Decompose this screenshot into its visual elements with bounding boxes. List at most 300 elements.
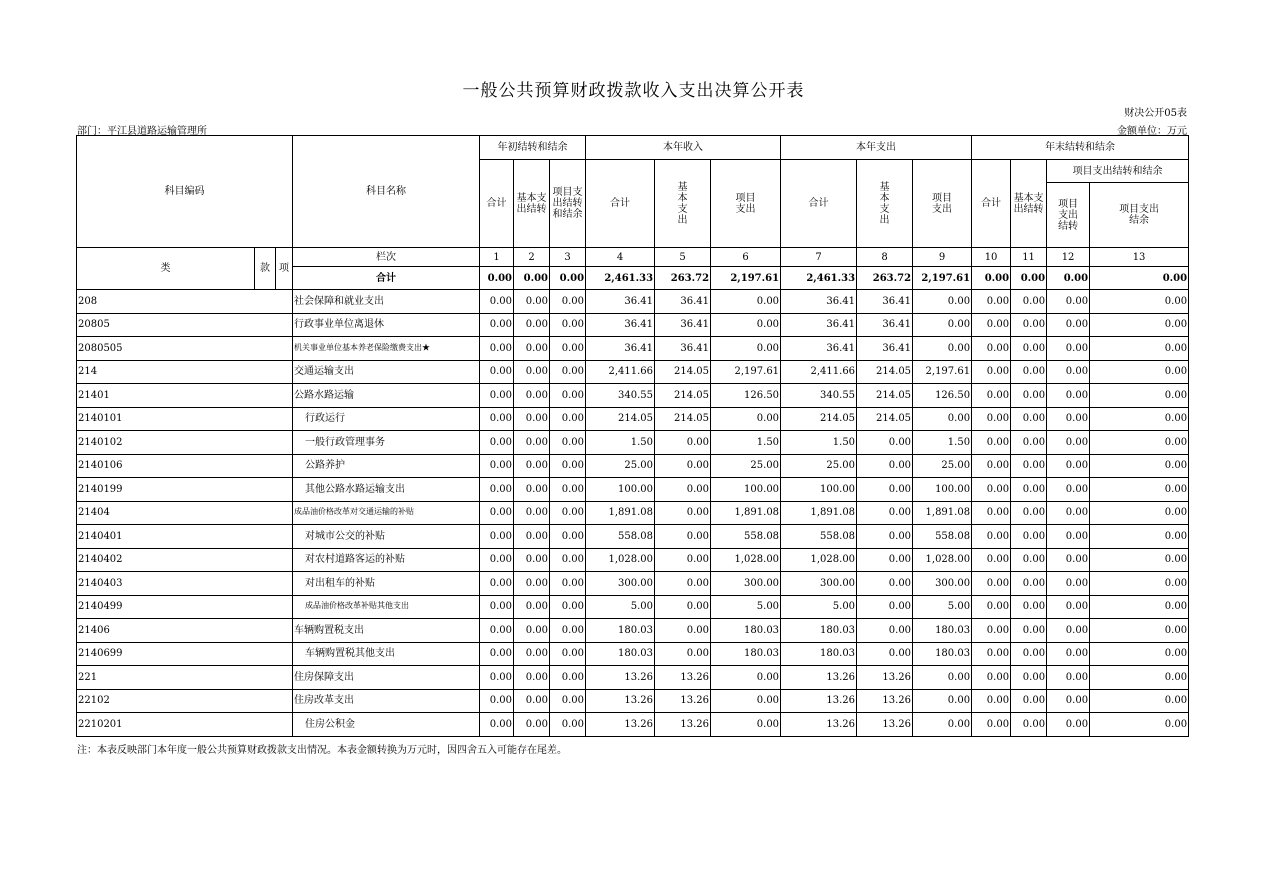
col-number: 12 <box>1047 248 1090 267</box>
value-cell: 100.00 <box>913 478 972 502</box>
value-cell: 340.55 <box>781 384 857 408</box>
value-cell: 0.00 <box>711 689 781 713</box>
subject-name-cell: 成品油价格改革对交通运输的补贴 <box>293 501 480 525</box>
header-end-total: 合计 <box>972 160 1011 248</box>
value-cell: 36.41 <box>857 337 913 361</box>
table-row <box>77 407 1189 431</box>
total-value-cell: 0.00 <box>1090 267 1189 290</box>
value-cell: 2,197.61 <box>711 360 781 384</box>
header-group-income: 本年收入 <box>586 136 781 160</box>
value-cell: 5.00 <box>913 595 972 619</box>
value-cell: 0.00 <box>1011 501 1047 525</box>
table-row <box>77 595 1189 619</box>
header-begin-basic: 基本支出结转 <box>514 160 550 248</box>
total-value-cell: 2,197.61 <box>711 267 781 290</box>
value-cell: 0.00 <box>514 290 550 314</box>
value-cell: 0.00 <box>550 572 586 596</box>
total-value-cell: 2,197.61 <box>913 267 972 290</box>
header-begin-total: 合计 <box>480 160 514 248</box>
value-cell: 13.26 <box>781 666 857 690</box>
total-value-cell: 263.72 <box>655 267 711 290</box>
value-cell: 300.00 <box>913 572 972 596</box>
subject-name-cell: 成品油价格改革补贴其他支出 <box>293 595 480 619</box>
value-cell: 0.00 <box>550 384 586 408</box>
value-cell: 0.00 <box>550 501 586 525</box>
value-cell: 25.00 <box>711 454 781 478</box>
value-cell: 0.00 <box>1090 689 1189 713</box>
subject-name-cell: 其他公路水路运输支出 <box>293 478 480 502</box>
subject-code-cell: 2140401 <box>77 525 293 549</box>
header-expense-basic: 基本支出 <box>857 160 913 248</box>
subject-name-cell: 公路养护 <box>293 454 480 478</box>
value-cell: 0.00 <box>480 407 514 431</box>
page-title: 一般公共预算财政拨款收入支出决算公开表 <box>462 81 805 101</box>
header-end-project-carry: 项目支出结转 <box>1047 183 1090 248</box>
value-cell: 36.41 <box>781 313 857 337</box>
value-cell: 558.08 <box>781 525 857 549</box>
value-cell: 0.00 <box>550 642 586 666</box>
col-number: 4 <box>586 248 655 267</box>
value-cell: 1,891.08 <box>711 501 781 525</box>
value-cell: 0.00 <box>1047 384 1090 408</box>
value-cell: 0.00 <box>857 478 913 502</box>
footnote: 注：本表反映部门本年度一般公共预算财政拨款支出情况。本表金额转换为万元时，因四舍五入可能存在尾差。 <box>77 745 567 756</box>
value-cell: 1,028.00 <box>781 548 857 572</box>
value-cell: 0.00 <box>972 713 1011 737</box>
value-cell: 180.03 <box>711 642 781 666</box>
value-cell: 0.00 <box>655 525 711 549</box>
header-group-expense: 本年支出 <box>781 136 972 160</box>
value-cell: 0.00 <box>913 290 972 314</box>
value-cell: 0.00 <box>857 572 913 596</box>
subject-name-cell: 公路水路运输 <box>293 384 480 408</box>
subject-code-cell: 214 <box>77 360 293 384</box>
value-cell: 0.00 <box>514 713 550 737</box>
subject-code-cell: 2140102 <box>77 431 293 455</box>
value-cell: 0.00 <box>1047 548 1090 572</box>
department-label: 部门：平江县道路运输管理所 <box>77 126 207 137</box>
total-label: 合计 <box>293 267 480 290</box>
value-cell: 0.00 <box>480 384 514 408</box>
header-subject-code: 科目编码 <box>77 136 293 248</box>
table-row <box>77 525 1189 549</box>
table-row <box>77 619 1189 643</box>
value-cell: 0.00 <box>480 642 514 666</box>
value-cell: 0.00 <box>514 384 550 408</box>
value-cell: 0.00 <box>514 337 550 361</box>
subject-code-cell: 20805 <box>77 313 293 337</box>
value-cell: 13.26 <box>781 689 857 713</box>
header-class: 类 <box>77 248 255 290</box>
value-cell: 36.41 <box>857 313 913 337</box>
value-cell: 558.08 <box>913 525 972 549</box>
value-cell: 0.00 <box>857 548 913 572</box>
value-cell: 0.00 <box>480 478 514 502</box>
value-cell: 0.00 <box>514 313 550 337</box>
table-row <box>77 384 1189 408</box>
table-row <box>77 337 1189 361</box>
value-cell: 0.00 <box>1011 360 1047 384</box>
total-value-cell: 263.72 <box>857 267 913 290</box>
header-item: 项 <box>276 248 293 290</box>
value-cell: 13.26 <box>857 666 913 690</box>
value-cell: 0.00 <box>1047 478 1090 502</box>
value-cell: 0.00 <box>514 431 550 455</box>
value-cell: 0.00 <box>480 572 514 596</box>
total-value-cell: 0.00 <box>550 267 586 290</box>
value-cell: 0.00 <box>655 572 711 596</box>
header-begin-project: 项目支出结转和结余 <box>550 160 586 248</box>
subject-name-cell: 对出租车的补贴 <box>293 572 480 596</box>
value-cell: 0.00 <box>1011 548 1047 572</box>
col-number: 2 <box>514 248 550 267</box>
value-cell: 0.00 <box>655 478 711 502</box>
subject-code-cell: 2140403 <box>77 572 293 596</box>
value-cell: 0.00 <box>913 666 972 690</box>
value-cell: 0.00 <box>1047 313 1090 337</box>
subject-name-cell: 一般行政管理事务 <box>293 431 480 455</box>
value-cell: 0.00 <box>1011 313 1047 337</box>
value-cell: 0.00 <box>550 360 586 384</box>
value-cell: 0.00 <box>972 384 1011 408</box>
table-row <box>77 313 1189 337</box>
value-cell: 0.00 <box>1011 478 1047 502</box>
value-cell: 0.00 <box>480 337 514 361</box>
header-expense-total: 合计 <box>781 160 857 248</box>
budget-table <box>76 135 1189 737</box>
value-cell: 558.08 <box>711 525 781 549</box>
value-cell: 36.41 <box>586 337 655 361</box>
value-cell: 0.00 <box>1090 337 1189 361</box>
value-cell: 0.00 <box>655 431 711 455</box>
value-cell: 0.00 <box>1047 689 1090 713</box>
header-group-begin: 年初结转和结余 <box>480 136 586 160</box>
value-cell: 214.05 <box>857 360 913 384</box>
value-cell: 0.00 <box>550 337 586 361</box>
value-cell: 0.00 <box>480 454 514 478</box>
value-cell: 126.50 <box>711 384 781 408</box>
value-cell: 0.00 <box>1090 666 1189 690</box>
value-cell: 0.00 <box>972 407 1011 431</box>
value-cell: 0.00 <box>1090 619 1189 643</box>
value-cell: 5.00 <box>711 595 781 619</box>
subject-code-cell: 208 <box>77 290 293 314</box>
value-cell: 0.00 <box>972 501 1011 525</box>
value-cell: 0.00 <box>1047 525 1090 549</box>
header-row-col-numbers <box>77 248 1189 267</box>
subject-code-cell: 2140402 <box>77 548 293 572</box>
value-cell: 0.00 <box>1090 642 1189 666</box>
col-number: 9 <box>913 248 972 267</box>
total-value-cell: 2,461.33 <box>781 267 857 290</box>
value-cell: 0.00 <box>514 572 550 596</box>
value-cell: 0.00 <box>972 666 1011 690</box>
value-cell: 0.00 <box>514 478 550 502</box>
header-row-1 <box>77 136 1189 160</box>
value-cell: 0.00 <box>1011 595 1047 619</box>
subject-name-cell: 车辆购置税其他支出 <box>293 642 480 666</box>
total-value-cell: 0.00 <box>1011 267 1047 290</box>
value-cell: 0.00 <box>711 337 781 361</box>
value-cell: 100.00 <box>781 478 857 502</box>
value-cell: 0.00 <box>1090 501 1189 525</box>
value-cell: 36.41 <box>781 290 857 314</box>
value-cell: 0.00 <box>514 525 550 549</box>
col-number: 13 <box>1090 248 1189 267</box>
value-cell: 1,028.00 <box>913 548 972 572</box>
value-cell: 2,411.66 <box>781 360 857 384</box>
value-cell: 0.00 <box>1011 384 1047 408</box>
value-cell: 214.05 <box>655 360 711 384</box>
value-cell: 0.00 <box>480 689 514 713</box>
value-cell: 214.05 <box>655 384 711 408</box>
header-end-basic: 基本支出结转 <box>1011 160 1047 248</box>
value-cell: 13.26 <box>586 713 655 737</box>
value-cell: 2,197.61 <box>913 360 972 384</box>
subject-name-cell: 对农村道路客运的补贴 <box>293 548 480 572</box>
value-cell: 0.00 <box>514 619 550 643</box>
value-cell: 0.00 <box>1047 431 1090 455</box>
value-cell: 214.05 <box>857 407 913 431</box>
value-cell: 0.00 <box>1047 713 1090 737</box>
value-cell: 5.00 <box>586 595 655 619</box>
value-cell: 300.00 <box>781 572 857 596</box>
table-row <box>77 666 1189 690</box>
value-cell: 0.00 <box>1090 454 1189 478</box>
value-cell: 0.00 <box>655 595 711 619</box>
value-cell: 36.41 <box>655 290 711 314</box>
subject-name-cell: 住房保障支出 <box>293 666 480 690</box>
subject-name-cell: 住房公积金 <box>293 713 480 737</box>
header-col-label: 栏次 <box>293 248 480 267</box>
value-cell: 0.00 <box>1011 572 1047 596</box>
value-cell: 0.00 <box>1047 337 1090 361</box>
subject-name-cell: 对城市公交的补贴 <box>293 525 480 549</box>
subject-name-cell: 住房改革支出 <box>293 689 480 713</box>
value-cell: 1,891.08 <box>913 501 972 525</box>
value-cell: 0.00 <box>655 619 711 643</box>
value-cell: 180.03 <box>711 619 781 643</box>
value-cell: 300.00 <box>586 572 655 596</box>
value-cell: 0.00 <box>480 525 514 549</box>
subject-name-cell: 社会保障和就业支出 <box>293 290 480 314</box>
value-cell: 180.03 <box>913 619 972 643</box>
value-cell: 126.50 <box>913 384 972 408</box>
value-cell: 13.26 <box>857 713 913 737</box>
value-cell: 0.00 <box>972 337 1011 361</box>
value-cell: 0.00 <box>972 290 1011 314</box>
value-cell: 0.00 <box>1011 407 1047 431</box>
value-cell: 1.50 <box>913 431 972 455</box>
value-cell: 36.41 <box>586 290 655 314</box>
value-cell: 0.00 <box>1090 525 1189 549</box>
value-cell: 0.00 <box>550 595 586 619</box>
value-cell: 0.00 <box>1011 689 1047 713</box>
table-row <box>77 290 1189 314</box>
value-cell: 13.26 <box>857 689 913 713</box>
header-subject-name: 科目名称 <box>293 136 480 248</box>
value-cell: 0.00 <box>913 713 972 737</box>
value-cell: 0.00 <box>550 407 586 431</box>
value-cell: 0.00 <box>1090 290 1189 314</box>
value-cell: 0.00 <box>1090 548 1189 572</box>
table-row <box>77 360 1189 384</box>
table-row <box>77 713 1189 737</box>
col-number: 11 <box>1011 248 1047 267</box>
value-cell: 0.00 <box>1047 619 1090 643</box>
header-income-total: 合计 <box>586 160 655 248</box>
subject-code-cell: 221 <box>77 666 293 690</box>
subject-name-cell: 车辆购置税支出 <box>293 619 480 643</box>
value-cell: 100.00 <box>586 478 655 502</box>
value-cell: 1,028.00 <box>586 548 655 572</box>
value-cell: 340.55 <box>586 384 655 408</box>
header-income-basic: 基本支出 <box>655 160 711 248</box>
value-cell: 0.00 <box>913 313 972 337</box>
value-cell: 1.50 <box>781 431 857 455</box>
value-cell: 36.41 <box>586 313 655 337</box>
value-cell: 0.00 <box>913 407 972 431</box>
value-cell: 0.00 <box>514 595 550 619</box>
col-number: 7 <box>781 248 857 267</box>
value-cell: 0.00 <box>711 313 781 337</box>
value-cell: 0.00 <box>1011 431 1047 455</box>
subject-code-cell: 2140499 <box>77 595 293 619</box>
value-cell: 0.00 <box>514 360 550 384</box>
value-cell: 558.08 <box>586 525 655 549</box>
value-cell: 25.00 <box>586 454 655 478</box>
value-cell: 0.00 <box>1047 360 1090 384</box>
subject-code-cell: 2080505 <box>77 337 293 361</box>
value-cell: 0.00 <box>857 619 913 643</box>
value-cell: 0.00 <box>1090 595 1189 619</box>
value-cell: 0.00 <box>1090 478 1189 502</box>
value-cell: 0.00 <box>655 548 711 572</box>
value-cell: 1,028.00 <box>711 548 781 572</box>
value-cell: 0.00 <box>480 360 514 384</box>
value-cell: 214.05 <box>781 407 857 431</box>
value-cell: 13.26 <box>586 666 655 690</box>
value-cell: 0.00 <box>1090 384 1189 408</box>
col-number: 5 <box>655 248 711 267</box>
value-cell: 0.00 <box>1047 642 1090 666</box>
value-cell: 2,411.66 <box>586 360 655 384</box>
subject-code-cell: 21404 <box>77 501 293 525</box>
table-row <box>77 454 1189 478</box>
value-cell: 214.05 <box>586 407 655 431</box>
subject-name-cell: 机关事业单位基本养老保险缴费支出★ <box>293 337 480 361</box>
subject-name-cell: 行政事业单位离退休 <box>293 313 480 337</box>
col-number: 8 <box>857 248 913 267</box>
value-cell: 0.00 <box>711 407 781 431</box>
value-cell: 13.26 <box>655 689 711 713</box>
total-value-cell: 0.00 <box>514 267 550 290</box>
value-cell: 0.00 <box>480 548 514 572</box>
value-cell: 0.00 <box>655 454 711 478</box>
value-cell: 0.00 <box>550 454 586 478</box>
value-cell: 0.00 <box>550 431 586 455</box>
value-cell: 0.00 <box>1047 454 1090 478</box>
value-cell: 0.00 <box>972 360 1011 384</box>
subject-code-cell: 2140106 <box>77 454 293 478</box>
value-cell: 100.00 <box>711 478 781 502</box>
value-cell: 214.05 <box>655 407 711 431</box>
unit-label: 金额单位：万元 <box>1117 126 1187 137</box>
value-cell: 0.00 <box>550 525 586 549</box>
value-cell: 0.00 <box>711 290 781 314</box>
value-cell: 0.00 <box>913 689 972 713</box>
header-group-end: 年末结转和结余 <box>972 136 1189 160</box>
value-cell: 0.00 <box>711 666 781 690</box>
value-cell: 180.03 <box>781 642 857 666</box>
value-cell: 0.00 <box>972 642 1011 666</box>
value-cell: 0.00 <box>480 290 514 314</box>
value-cell: 0.00 <box>972 548 1011 572</box>
subject-code-cell: 2140699 <box>77 642 293 666</box>
value-cell: 180.03 <box>781 619 857 643</box>
col-number: 10 <box>972 248 1011 267</box>
total-value-cell: 2,461.33 <box>586 267 655 290</box>
subject-code-cell: 22102 <box>77 689 293 713</box>
subject-code-cell: 2140199 <box>77 478 293 502</box>
subject-code-cell: 2140101 <box>77 407 293 431</box>
value-cell: 214.05 <box>857 384 913 408</box>
value-cell: 0.00 <box>1011 337 1047 361</box>
value-cell: 0.00 <box>514 407 550 431</box>
value-cell: 0.00 <box>514 501 550 525</box>
value-cell: 25.00 <box>781 454 857 478</box>
value-cell: 0.00 <box>1047 595 1090 619</box>
value-cell: 180.03 <box>586 642 655 666</box>
col-number: 3 <box>550 248 586 267</box>
value-cell: 0.00 <box>1011 642 1047 666</box>
value-cell: 0.00 <box>480 666 514 690</box>
value-cell: 0.00 <box>972 595 1011 619</box>
value-cell: 0.00 <box>1090 407 1189 431</box>
table-row <box>77 572 1189 596</box>
value-cell: 0.00 <box>711 713 781 737</box>
value-cell: 0.00 <box>1090 360 1189 384</box>
value-cell: 25.00 <box>913 454 972 478</box>
value-cell: 0.00 <box>913 337 972 361</box>
value-cell: 0.00 <box>972 431 1011 455</box>
value-cell: 0.00 <box>514 642 550 666</box>
table-row <box>77 642 1189 666</box>
total-value-cell: 0.00 <box>480 267 514 290</box>
col-number: 1 <box>480 248 514 267</box>
value-cell: 0.00 <box>1047 407 1090 431</box>
value-cell: 13.26 <box>586 689 655 713</box>
value-cell: 0.00 <box>550 548 586 572</box>
header-income-project: 项目支出 <box>711 160 781 248</box>
value-cell: 0.00 <box>1090 713 1189 737</box>
value-cell: 0.00 <box>972 619 1011 643</box>
subject-code-cell: 21406 <box>77 619 293 643</box>
value-cell: 0.00 <box>514 454 550 478</box>
value-cell: 0.00 <box>655 642 711 666</box>
value-cell: 0.00 <box>1011 525 1047 549</box>
value-cell: 0.00 <box>972 454 1011 478</box>
value-cell: 0.00 <box>857 642 913 666</box>
value-cell: 0.00 <box>1011 713 1047 737</box>
total-value-cell: 0.00 <box>1047 267 1090 290</box>
value-cell: 0.00 <box>1047 290 1090 314</box>
value-cell: 0.00 <box>550 689 586 713</box>
value-cell: 0.00 <box>550 313 586 337</box>
value-cell: 0.00 <box>655 501 711 525</box>
subject-name-cell: 交通运输支出 <box>293 360 480 384</box>
value-cell: 0.00 <box>514 666 550 690</box>
